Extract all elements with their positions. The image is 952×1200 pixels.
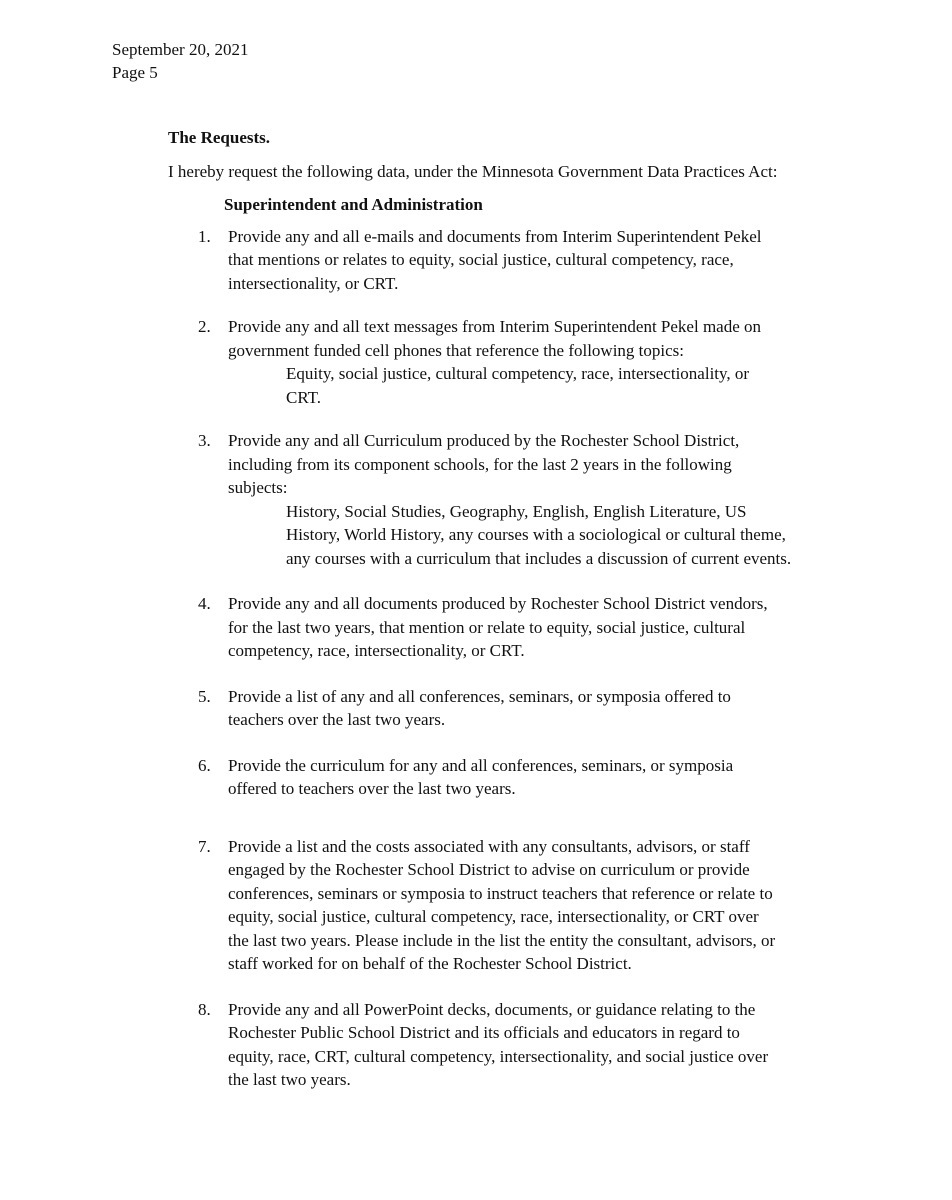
- request-item: [168, 429, 868, 570]
- request-text-line: conferences, seminars or symposia to instruct teachers that reference or relate to: [228, 883, 773, 903]
- request-item: [168, 754, 868, 801]
- request-subtopic-line: History, Social Studies, Geography, English, English Literature, US: [286, 501, 747, 521]
- request-number: 8.: [198, 999, 211, 1019]
- request-number: 2.: [198, 317, 211, 336]
- header-page-number: Page 5: [112, 63, 158, 82]
- page-header: [112, 38, 248, 84]
- request-text-line: staff worked for on behalf of the Rochester School District.: [228, 954, 632, 973]
- request-item: [168, 998, 868, 1092]
- request-subtopic-line: History, World History, any courses with a sociological or cultural theme,: [286, 525, 786, 544]
- request-text-line: for the last two years, that mention or relate to equity, social justice, cultural: [228, 617, 746, 637]
- request-text-line: the last two years. Please include in the list the entity the consultant, advisors, or: [228, 930, 776, 950]
- request-text-line: intersectionality, or CRT.: [228, 273, 399, 293]
- request-item: [168, 592, 868, 663]
- request-number: 5.: [198, 686, 211, 706]
- request-list: [168, 225, 868, 1092]
- request-subtopic-line: CRT.: [286, 387, 322, 407]
- request-text-line: offered to teachers over the last two years.: [228, 779, 516, 798]
- request-number: 3.: [198, 431, 211, 450]
- request-text-line: Provide any and all Curriculum produced by the Rochester School District,: [228, 431, 740, 450]
- request-text-line: Provide any and all text messages from Interim Superintendent Pekel made on: [228, 317, 762, 336]
- request-item: [168, 685, 868, 732]
- request-item: [168, 835, 868, 976]
- request-item: [168, 225, 868, 296]
- request-text-line: teachers over the last two years.: [228, 710, 446, 729]
- request-number: 4.: [198, 594, 211, 613]
- subheading: Superintendent and Administration: [224, 195, 483, 214]
- requests-section: [168, 126, 868, 1092]
- request-text-line: including from its component schools, for the last 2 years in the following: [228, 454, 732, 474]
- request-text-line: that mentions or relates to equity, social justice, cultural competency, race,: [228, 250, 734, 269]
- intro-paragraph: I hereby request the following data, under the Minnesota Government Data Practices Act:: [168, 161, 778, 181]
- request-text-line: Provide the curriculum for any and all conferences, seminars, or symposia: [228, 755, 734, 775]
- request-text-line: Provide any and all e-mails and documents from Interim Superintendent Pekel: [228, 226, 762, 246]
- request-text-line: equity, race, CRT, cultural competency, intersectionality, and social justice over: [228, 1046, 769, 1066]
- request-number: 6.: [198, 755, 211, 775]
- request-text-line: Provide any and all PowerPoint decks, documents, or guidance relating to the: [228, 999, 756, 1019]
- request-text-line: Rochester Public School District and its officials and educators in regard to: [228, 1023, 740, 1042]
- request-number: 7.: [198, 836, 211, 856]
- request-subtopic-line: any courses with a curriculum that includes a discussion of current events.: [286, 548, 792, 568]
- request-text-line: engaged by the Rochester School District to advise on curriculum or provide: [228, 860, 750, 879]
- request-text-line: Provide a list of any and all conferences, seminars, or symposia offered to: [228, 686, 731, 706]
- section-title: The Requests.: [168, 128, 271, 147]
- request-subtopic-line: Equity, social justice, cultural competency, race, intersectionality, or: [286, 364, 750, 383]
- header-date: September 20, 2021: [112, 40, 249, 59]
- request-text-line: equity, social justice, cultural competency, race, intersectionality, or CRT over: [228, 907, 759, 926]
- request-text-line: the last two years.: [228, 1070, 351, 1089]
- request-text-line: Provide any and all documents produced by Rochester School District vendors,: [228, 594, 768, 613]
- request-text-line: competency, race, intersectionality, or CRT.: [228, 641, 525, 660]
- request-text-line: subjects:: [228, 478, 288, 497]
- request-text-line: government funded cell phones that reference the following topics:: [228, 340, 685, 360]
- request-item: [168, 315, 868, 409]
- request-text-line: Provide a list and the costs associated with any consultants, advisors, or staff: [228, 836, 750, 856]
- request-number: 1.: [198, 226, 211, 246]
